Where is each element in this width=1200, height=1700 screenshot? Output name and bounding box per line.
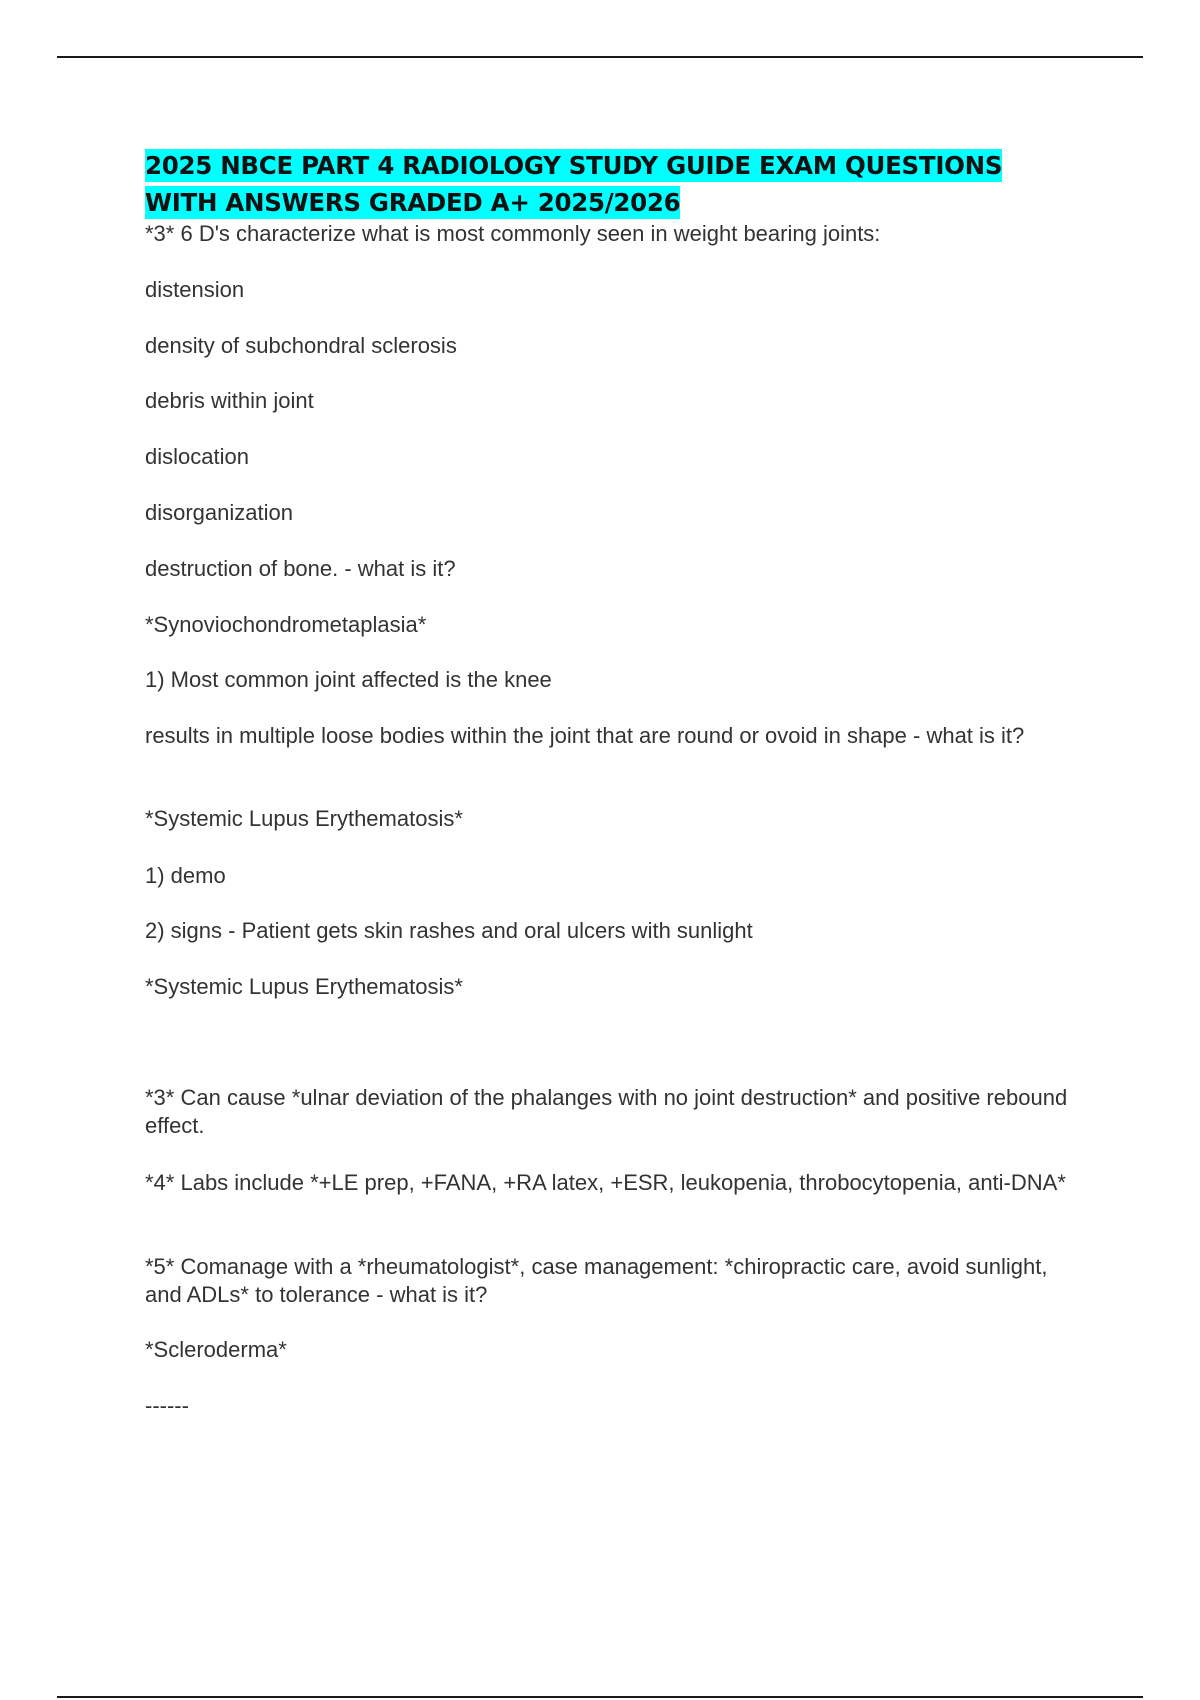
paragraph: density of subchondral sclerosis [145,333,457,358]
paragraph: 1) Most common joint affected is the knee [145,667,552,692]
paragraph: *3* 6 D's characterize what is most commonly seen in weight bearing joints: [145,221,881,246]
paragraph: *Scleroderma* [145,1337,287,1362]
paragraph: debris within joint [145,388,314,413]
separator-text: ------ [145,1393,189,1418]
paragraph: *Systemic Lupus Erythematosis* [145,806,463,831]
paragraph: disorganization [145,500,293,525]
paragraph: *4* Labs include *+LE prep, +FANA, +RA latex, +ESR, leukopenia, throbocytopenia, anti-DNA* [145,1170,1066,1195]
paragraph: distension [145,277,245,302]
paragraph: destruction of bone. - what is it? [145,556,456,581]
paragraph: *3* Can cause *ulnar deviation of the phalanges with no joint destruction* and positive rebound effect. [145,1085,1068,1138]
title-line-2: WITH ANSWERS GRADED A+ 2025/2026 [145,188,681,217]
title-line-1: 2025 NBCE PART 4 RADIOLOGY STUDY GUIDE EXAM QUESTIONS [145,151,1003,180]
paragraph: results in multiple loose bodies within the joint that are round or ovoid in shape - what is it? [145,723,1025,748]
paragraph: *Synoviochondrometaplasia* [145,612,427,637]
top-rule [57,56,1143,58]
document-title [145,147,1095,221]
bottom-rule [57,1696,1143,1698]
paragraph: *5* Comanage with a *rheumatologist*, case management: *chiropractic care, avoid sunlight, and ADLs* to tolerance - what is it? [145,1254,1048,1307]
paragraph: 2) signs - Patient gets skin rashes and oral ulcers with sunlight [145,918,753,943]
paragraph: dislocation [145,444,249,469]
paragraph: 1) demo [145,863,226,888]
paragraph: *Systemic Lupus Erythematosis* [145,974,463,999]
